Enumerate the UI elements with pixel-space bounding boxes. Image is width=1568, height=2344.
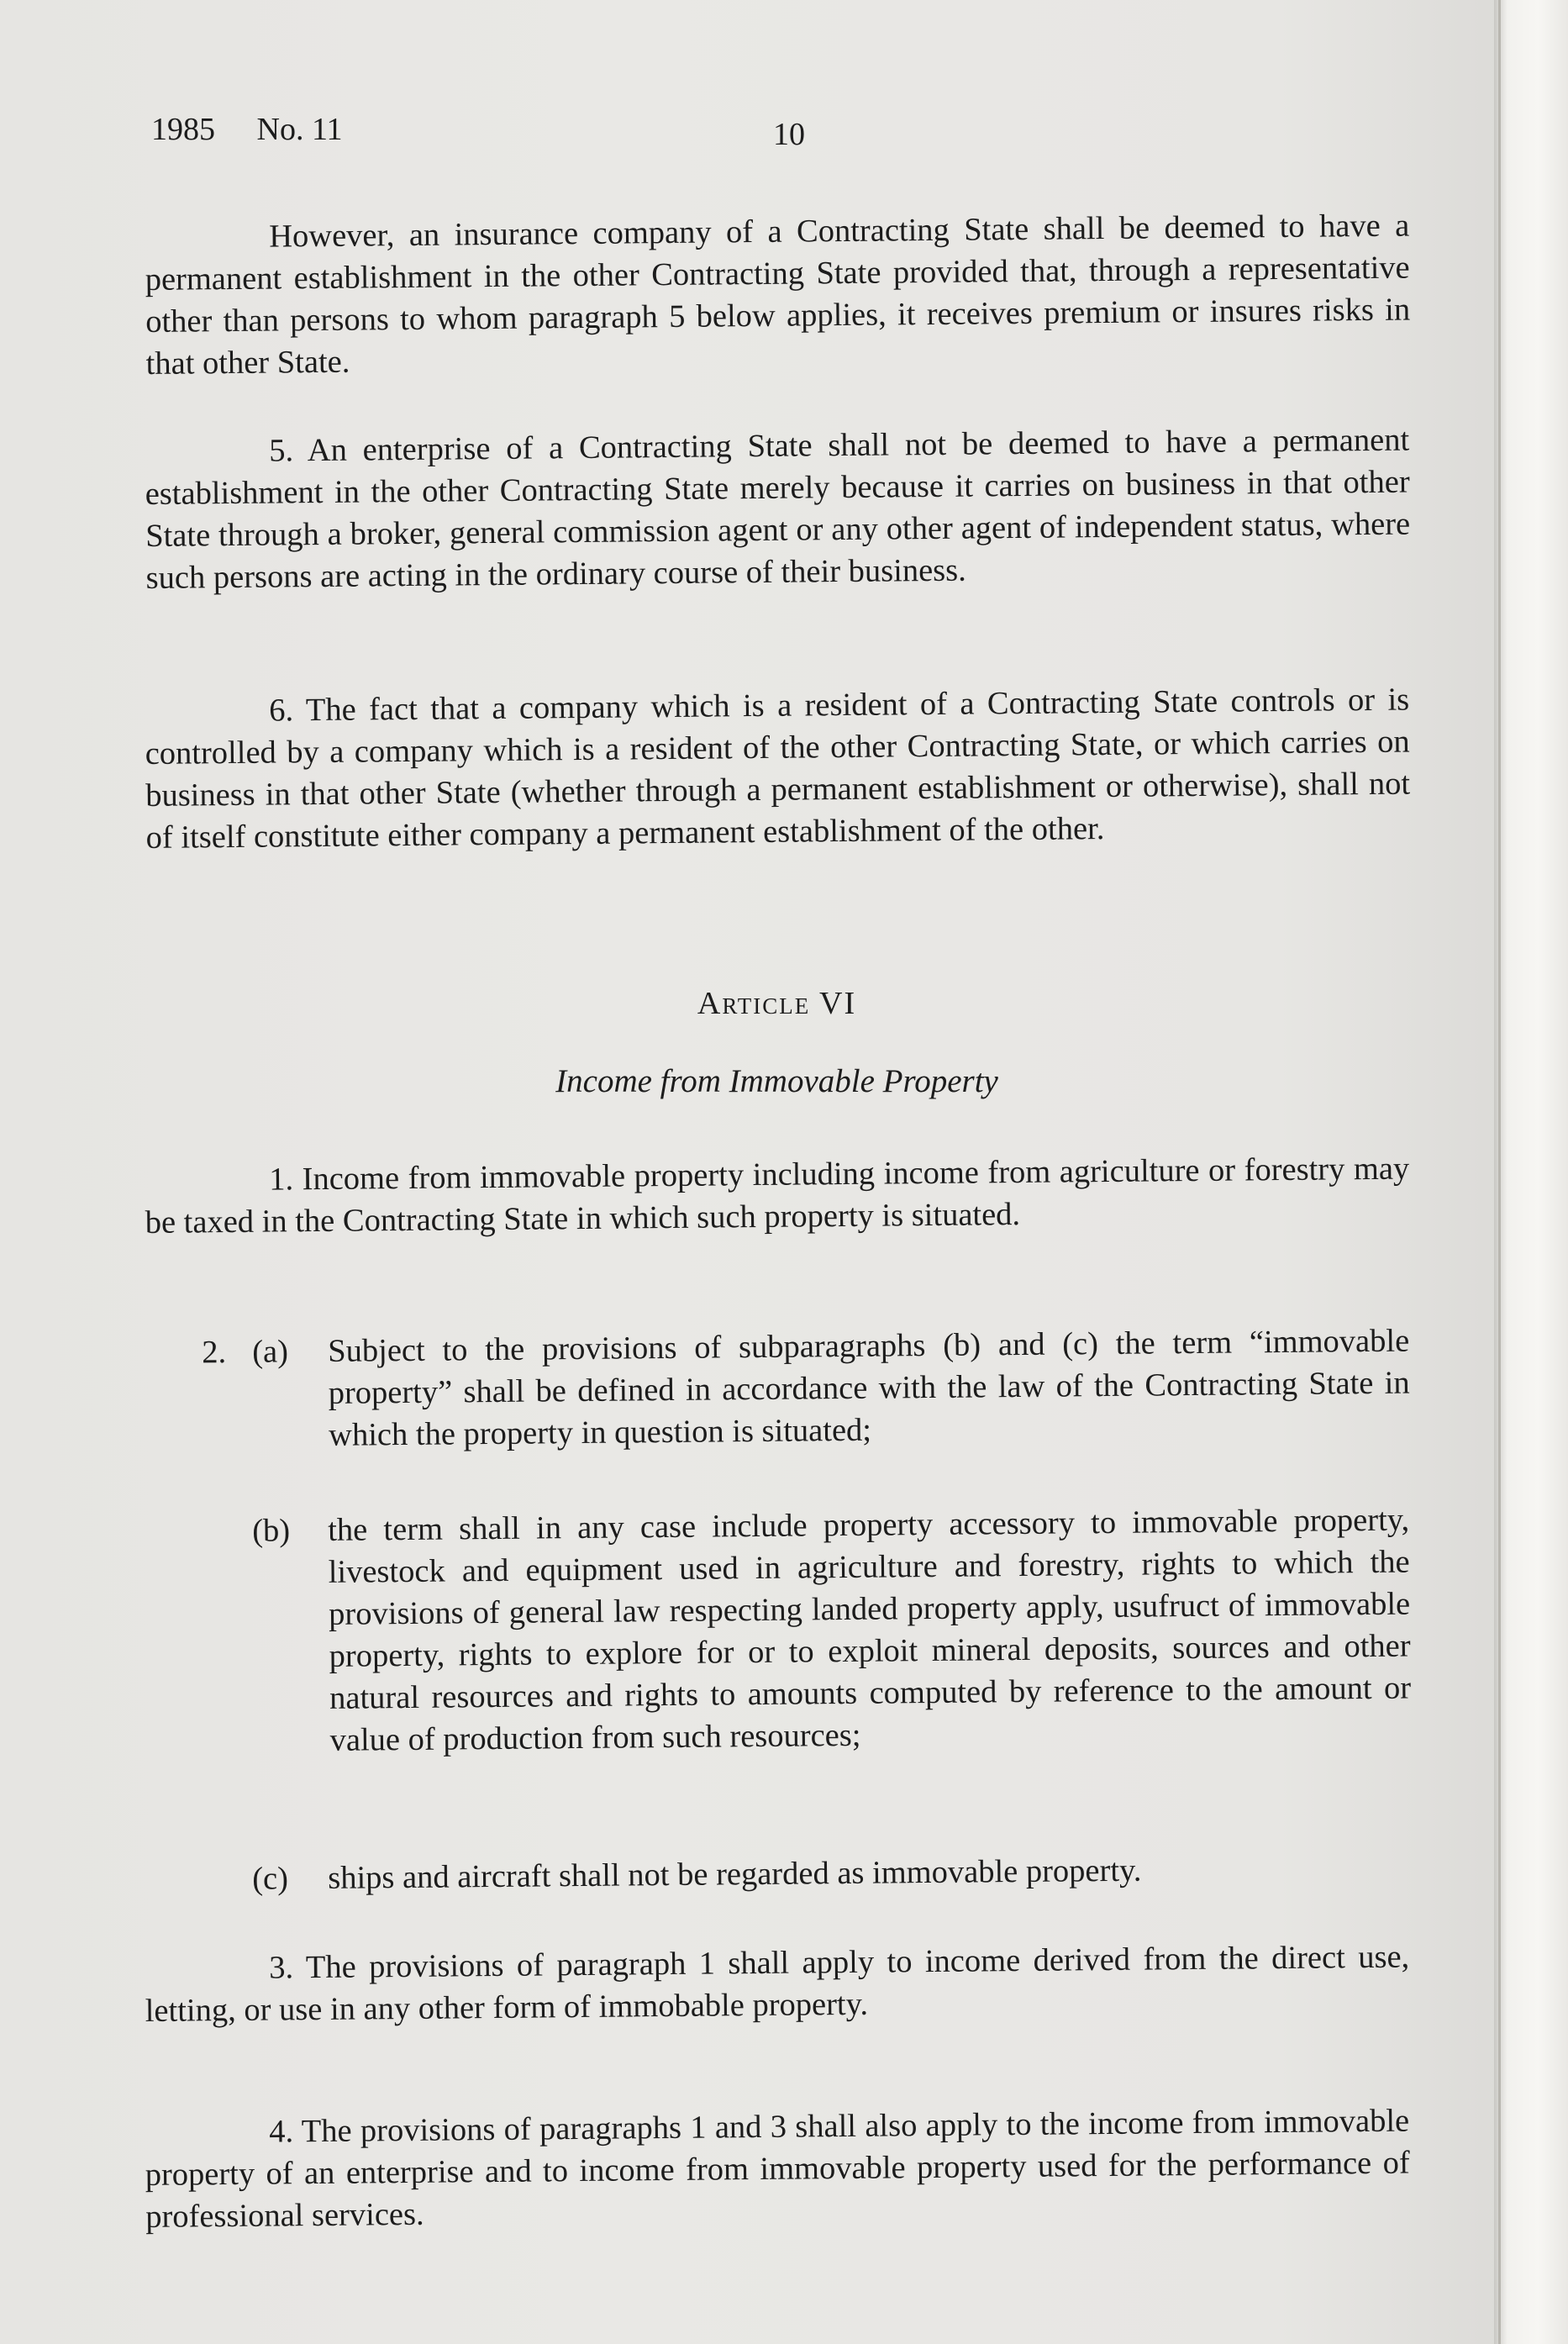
subparagraph-a-text: Subject to the provisions of subparagraphs (b) and (c) the term “immovable property” shall be defined in accordance with the law of the Contracting State in which the property in question is situated; (328, 1323, 1410, 1453)
paragraph-2-number: 2. (202, 1335, 227, 1371)
article-paragraph-2b (145, 1499, 1412, 1763)
article-paragraph-2a (145, 1320, 1410, 1458)
article-paragraph-1-text: 1. Income from immovable property including income from agriculture or forestry may be taxed in the Contracting State in which such property is situated. (145, 1151, 1410, 1240)
insurance-paragraph-text: However, an insurance company of a Contracting State shall be deemed to have a permanent establishment in the other Contracting State provided that, through a representative other than persons to whom paragraph 5 below applies, it receives premium or insures risks in that other State. (145, 208, 1411, 382)
article-paragraph-4-text: 4. The provisions of paragraphs 1 and 3 shall also apply to the income from immovable property of an enterprise and to income from immovable property used for the performance of professional services. (145, 2103, 1410, 2235)
subparagraph-b-label: (b) (252, 1513, 291, 1549)
article-paragraph-1 (145, 1148, 1410, 1244)
article-paragraph-2c (145, 1847, 1409, 1901)
running-head (151, 111, 376, 148)
article-heading-text: Article VI (697, 986, 857, 1021)
article-paragraph-3 (145, 1936, 1410, 2032)
insurance-paragraph (145, 205, 1411, 385)
article-title: Income from Immovable Property (555, 1063, 998, 1099)
subparagraph-c-text: ships and aircraft shall not be regarded as immovable property. (328, 1852, 1142, 1896)
article-paragraph-4 (145, 2100, 1410, 2238)
paragraph-5-text: 5. An enterprise of a Contracting State shall not be deemed to have a permanent establishment in the other Contracting State merely because it carries on business in that other State through a broker, general commission agent or any other agent of independent status, where such persons are acting in the ordinary course of their business. (145, 422, 1411, 596)
article-heading (145, 985, 1409, 1022)
paragraph-6-text: 6. The fact that a company which is a resident of a Contracting State controls or is controlled by a company which is a resident of the other Contracting State, or which carries on business in that other State (whether through a permanent establishment or otherwise), shall not of itself constitute either company a permanent establishment of the other. (145, 682, 1411, 856)
paragraph-6 (145, 679, 1411, 859)
page-number: 10 (773, 117, 805, 152)
header-year: 1985 (151, 112, 215, 147)
subparagraph-b-text: the term shall in any case include property accessory to immovable property, livestock and equipment used in agriculture and forestry, rights to which the provisions of general law respecting landed property apply, usufruct of immovable property, rights to explore for or to exploit mineral deposits, sources and other natural resources and rights to amounts computed by reference to the amount or value of production from such resources; (328, 1502, 1412, 1758)
header-number: No. 11 (256, 112, 343, 147)
paragraph-5 (145, 419, 1411, 599)
book-spine (1494, 0, 1568, 2344)
subparagraph-a-label: (a) (252, 1334, 289, 1370)
article-paragraph-3-text: 3. The provisions of paragraph 1 shall apply to income derived from the direct use, letting, or use in any other form of immobable property. (145, 1939, 1410, 2029)
spine-shadow-line (1498, 0, 1501, 2344)
subparagraph-c-label: (c) (252, 1861, 289, 1897)
